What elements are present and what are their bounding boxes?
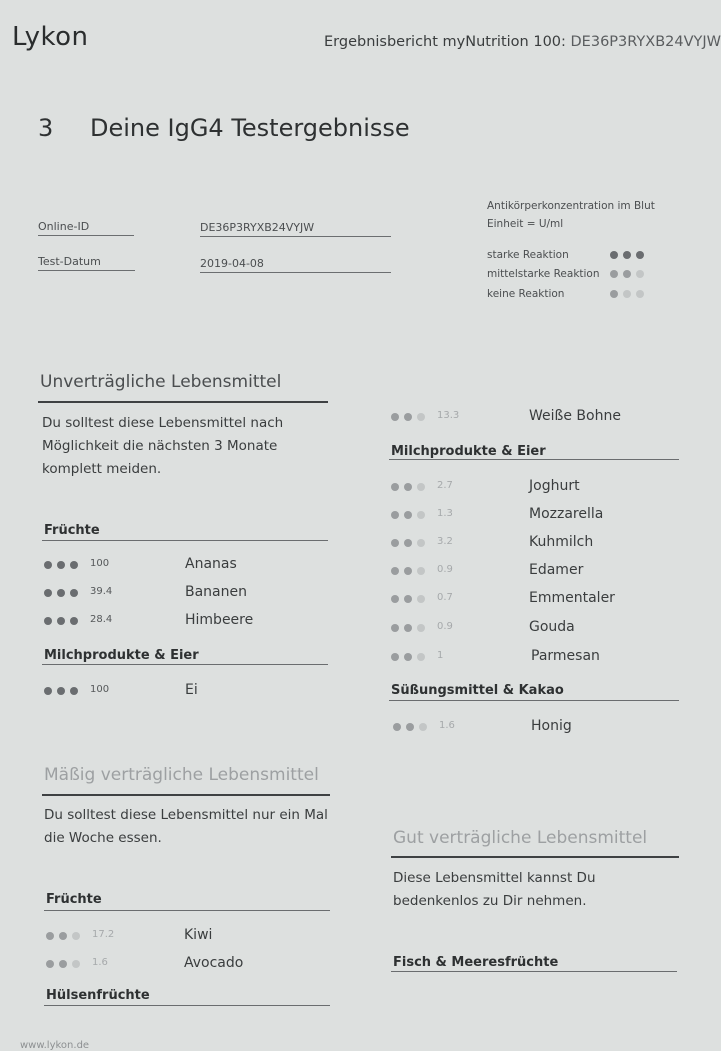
legend-none-dots xyxy=(610,290,644,298)
footer-website: www.lykon.de xyxy=(20,1040,90,1051)
list-item: 0.7 Emmentaler xyxy=(391,591,681,607)
list-item: 0.9 Gouda xyxy=(391,620,681,636)
section-number: 3 xyxy=(38,114,54,142)
list-item: 28.4 Himbeere xyxy=(44,613,324,629)
legend-title-line2: Einheit = U/ml xyxy=(487,218,564,230)
report-title xyxy=(324,34,721,50)
moderate-legumes-title: Hülsenfrüchte xyxy=(46,988,150,1003)
list-item: 13.3 Weiße Bohne xyxy=(391,409,681,425)
moderate-desc: Du solltest diese Lebensmittel nur ein Mal die Woche essen. xyxy=(44,807,328,846)
good-fish-title: Fisch & Meeresfrüchte xyxy=(393,955,559,970)
list-item: 1.6 Honig xyxy=(393,719,683,735)
list-item: 2.7 Joghurt xyxy=(391,479,681,495)
list-item: 100 Ananas xyxy=(44,557,324,573)
legend-medium-dots xyxy=(610,270,644,278)
legend-medium-label: mittelstarke Reaktion xyxy=(487,268,600,280)
list-item: 1 Parmesan xyxy=(391,649,681,665)
report-code: DE36P3RYXB24VYJW xyxy=(570,34,721,50)
good-title: Gut verträgliche Lebensmittel xyxy=(393,828,648,848)
good-desc: Diese Lebensmittel kannst Du bedenkenlos zu Dir nehmen. xyxy=(393,870,596,909)
legend-strong-label: starke Reaktion xyxy=(487,249,569,261)
list-item: 39.4 Bananen xyxy=(44,585,324,601)
list-item: 100 Ei xyxy=(44,683,324,699)
incompatible-desc: Du solltest diese Lebensmittel nach Möglichkeit die nächsten 3 Monate komplett meiden. xyxy=(42,415,284,477)
right-sweeteners-title: Süßungsmittel & Kakao xyxy=(391,683,564,698)
legend-strong-dots xyxy=(610,251,644,259)
test-date-value: 2019-04-08 xyxy=(200,257,391,273)
list-item: 1.6 Avocado xyxy=(46,956,326,972)
legend-none-label: keine Reaktion xyxy=(487,288,565,300)
logo: Lykon xyxy=(12,22,89,52)
legend-title-line1: Antikörperkonzentration im Blut xyxy=(487,200,655,212)
incompatible-fruits-title: Früchte xyxy=(44,523,100,538)
online-id-label: Online-ID xyxy=(38,220,134,236)
moderate-title: Mäßig verträgliche Lebensmittel xyxy=(44,765,319,785)
list-item: 1.3 Mozzarella xyxy=(391,507,681,523)
incompatible-dairy-title: Milchprodukte & Eier xyxy=(44,648,199,663)
section-title: Deine IgG4 Testergebnisse xyxy=(90,114,410,142)
legend-title xyxy=(487,197,655,233)
report-prefix: Ergebnisbericht myNutrition 100: xyxy=(324,34,566,50)
test-date-label: Test-Datum xyxy=(38,255,135,271)
list-item: 0.9 Edamer xyxy=(391,563,681,579)
incompatible-title: Unverträgliche Lebensmittel xyxy=(40,372,282,392)
list-item: 3.2 Kuhmilch xyxy=(391,535,681,551)
moderate-fruits-title: Früchte xyxy=(46,892,102,907)
online-id-value: DE36P3RYXB24VYJW xyxy=(200,221,391,237)
right-dairy-title: Milchprodukte & Eier xyxy=(391,444,546,459)
list-item: 17.2 Kiwi xyxy=(46,928,326,944)
